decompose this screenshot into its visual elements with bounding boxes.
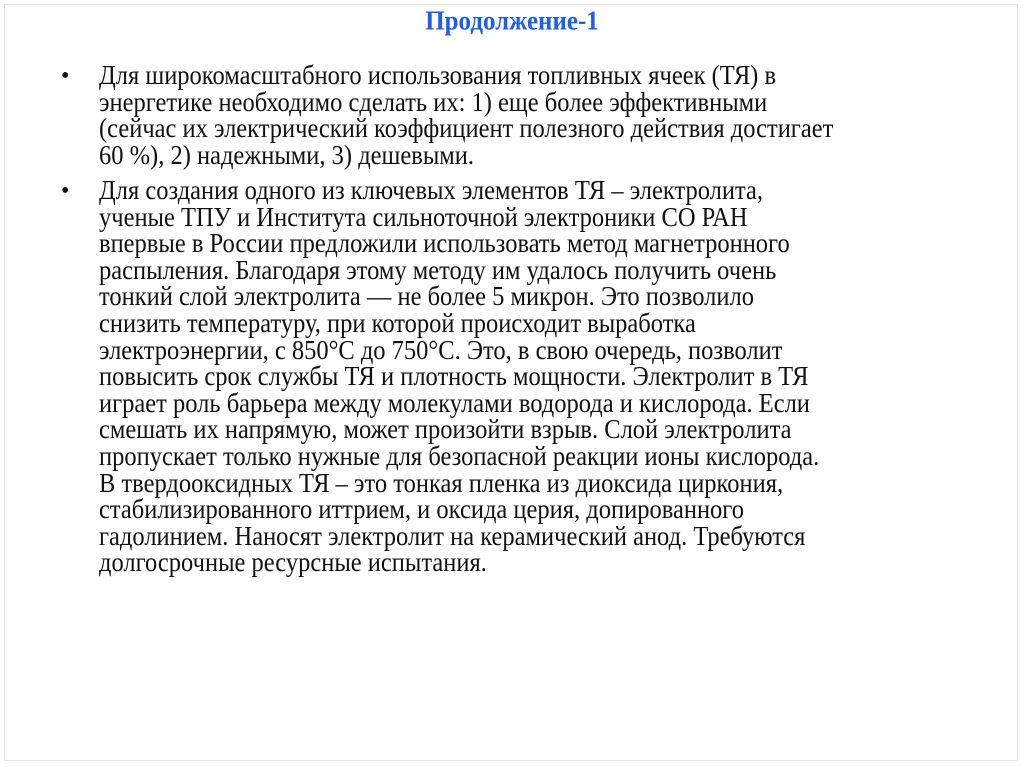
bullet-text [99,60,834,171]
slide-title: Продолжение-1 [425,6,599,37]
text-line: снизить температуру, при которой происходит выработка [99,308,696,339]
text-line: (сейчас их электрический коэффициент полезного действия достигает [99,113,834,144]
text-line: впервые в России предложили использовать метод магнетронного [99,228,790,259]
text-line: Для широкомасштабного использования топливных ячеек (ТЯ) в [99,60,777,91]
text-line: пропускает только нужные для безопасной реакции ионы кислорода. [99,441,820,472]
text-line: играет роль барьера между молекулами водорода и кислорода. Если [99,388,810,419]
text-line: смешать их напрямую, может произойти взрыв. Слой электролита [99,414,792,445]
bullet-marker: • [61,178,70,204]
text-line: электроэнергии, с 850°С до 750°С. Это, в свою очередь, позволит [99,334,783,366]
text-line: Для создания одного из ключевых элементов ТЯ – электролита, [99,175,763,206]
text-line: гадолинием. Наносят электролит на керамический анод. Требуются [99,521,806,552]
bullet-marker: • [61,63,70,89]
text-line: В твердооксидных ТЯ – это тонкая пленка из диоксида циркония, [99,467,784,499]
bullet-text [99,175,820,578]
text-line: стабилизированного иттрием, и оксида церия, допированного [99,494,744,525]
text-line: тонкий слой электролита — не более 5 микрон. Это позволило [99,281,754,312]
text-line: долгосрочные ресурсные испытания. [99,547,487,578]
text-line: повысить срок службы ТЯ и плотность мощности. Электролит в ТЯ [99,361,809,392]
text-line: 60 %), 2) надежными, 3) дешевыми. [99,140,475,171]
text-line: ученые ТПУ и Института сильноточной электроники СО РАН [99,201,748,233]
text-line: энергетике необходимо сделать их: 1) еще более эффективными [99,86,768,118]
text-line: распыления. Благодаря этому методу им удалось получить очень [99,255,777,286]
